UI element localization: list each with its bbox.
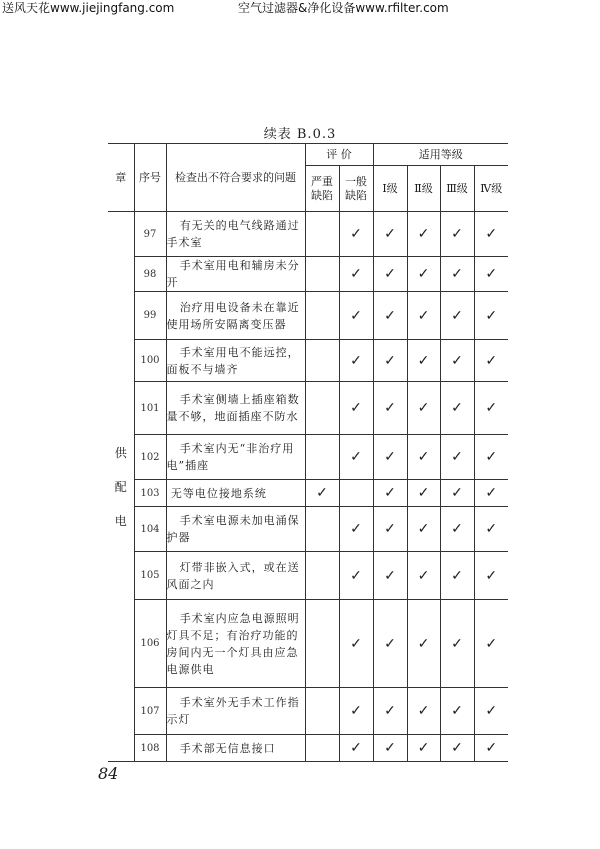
table-row <box>108 688 508 735</box>
col-grades-header: 适用等级 <box>373 144 508 166</box>
row-grade4-mark: ✓ <box>474 507 508 552</box>
row-issue: 手术室用电和辅房未分开 <box>166 257 305 292</box>
row-grade4-mark: ✓ <box>474 212 508 257</box>
inspection-table <box>108 143 508 762</box>
row-grade3-mark: ✓ <box>440 480 474 507</box>
row-general-mark: ✓ <box>339 435 373 480</box>
col-evaluation-header: 评 价 <box>305 144 373 166</box>
row-grade3-mark: ✓ <box>440 735 474 762</box>
row-grade4-mark: ✓ <box>474 382 508 435</box>
table-row <box>108 480 508 507</box>
row-severe-mark <box>305 257 339 292</box>
row-number: 103 <box>134 480 166 507</box>
row-severe-mark <box>305 212 339 257</box>
row-issue: 手术部无信息接口 <box>166 735 305 762</box>
row-grade2-mark: ✓ <box>407 340 440 382</box>
row-grade2-mark: ✓ <box>407 257 440 292</box>
row-severe-mark <box>305 382 339 435</box>
row-severe-mark <box>305 735 339 762</box>
row-issue: 手术室外无手术工作指示灯 <box>166 688 305 735</box>
row-severe-mark <box>305 292 339 340</box>
row-number: 97 <box>134 212 166 257</box>
row-grade2-mark: ✓ <box>407 735 440 762</box>
col-grade2-header: Ⅱ级 <box>407 166 440 212</box>
chapter-cell: 供 配 电 <box>108 212 134 762</box>
row-grade1-mark: ✓ <box>373 212 407 257</box>
row-number: 101 <box>134 382 166 435</box>
row-grade1-mark: ✓ <box>373 340 407 382</box>
row-grade3-mark: ✓ <box>440 212 474 257</box>
row-issue: 手术室侧墙上插座箱数量不够，地面插座不防水 <box>166 382 305 435</box>
row-grade1-mark: ✓ <box>373 735 407 762</box>
row-grade2-mark: ✓ <box>407 435 440 480</box>
col-grade3-header: Ⅲ级 <box>440 166 474 212</box>
row-issue: 灯带非嵌入式，或在送风面之内 <box>166 552 305 600</box>
row-grade1-mark: ✓ <box>373 382 407 435</box>
row-number: 104 <box>134 507 166 552</box>
row-grade2-mark: ✓ <box>407 507 440 552</box>
table-row <box>108 212 508 257</box>
header-left-text: 送风天花www.jiejingfang.com <box>2 1 175 15</box>
row-grade3-mark: ✓ <box>440 552 474 600</box>
row-number: 108 <box>134 735 166 762</box>
row-general-mark: ✓ <box>339 735 373 762</box>
col-seq-header: 序号 <box>134 144 166 212</box>
row-grade4-mark: ✓ <box>474 552 508 600</box>
row-general-mark: ✓ <box>339 340 373 382</box>
row-grade1-mark: ✓ <box>373 600 407 688</box>
col-issue-header: 检查出不符合要求的问题 <box>166 144 305 212</box>
row-number: 107 <box>134 688 166 735</box>
row-general-mark: ✓ <box>339 507 373 552</box>
row-general-mark: ✓ <box>339 552 373 600</box>
row-grade3-mark: ✓ <box>440 507 474 552</box>
row-severe-mark <box>305 688 339 735</box>
row-general-mark: ✓ <box>339 257 373 292</box>
row-grade3-mark: ✓ <box>440 688 474 735</box>
row-severe-mark <box>305 340 339 382</box>
row-grade2-mark: ✓ <box>407 292 440 340</box>
row-grade1-mark: ✓ <box>373 257 407 292</box>
row-issue: 手术室内应急电源照明灯具不足；有治疗功能的房间内无一个灯具由应急电源供电 <box>166 600 305 688</box>
table-row <box>108 435 508 480</box>
row-grade4-mark: ✓ <box>474 735 508 762</box>
row-grade2-mark: ✓ <box>407 600 440 688</box>
col-chapter-header: 章 <box>108 144 134 212</box>
table-row <box>108 507 508 552</box>
row-severe-mark <box>305 507 339 552</box>
row-grade3-mark: ✓ <box>440 340 474 382</box>
row-grade1-mark: ✓ <box>373 507 407 552</box>
row-severe-mark <box>305 600 339 688</box>
table-row <box>108 600 508 688</box>
row-grade2-mark: ✓ <box>407 480 440 507</box>
table-row <box>108 340 508 382</box>
row-grade2-mark: ✓ <box>407 382 440 435</box>
row-grade3-mark: ✓ <box>440 600 474 688</box>
table-row <box>108 735 508 762</box>
page-number: 84 <box>98 764 119 783</box>
col-severe-header: 严重缺陷 <box>305 166 339 212</box>
row-issue: 治疗用电设备未在靠近使用场所安隔离变压器 <box>166 292 305 340</box>
row-severe-mark <box>305 552 339 600</box>
row-general-mark: ✓ <box>339 600 373 688</box>
header-right-text: 空气过滤器&净化设备www.rfilter.com <box>238 1 449 15</box>
row-grade2-mark: ✓ <box>407 688 440 735</box>
table-row <box>108 552 508 600</box>
col-grade1-header: Ⅰ级 <box>373 166 407 212</box>
row-general-mark <box>339 480 373 507</box>
row-general-mark: ✓ <box>339 382 373 435</box>
row-general-mark: ✓ <box>339 292 373 340</box>
table-row <box>108 292 508 340</box>
row-grade2-mark: ✓ <box>407 552 440 600</box>
col-grade4-header: Ⅳ级 <box>474 166 508 212</box>
row-grade1-mark: ✓ <box>373 688 407 735</box>
row-grade1-mark: ✓ <box>373 480 407 507</box>
page-header <box>0 0 600 18</box>
row-grade3-mark: ✓ <box>440 382 474 435</box>
row-general-mark: ✓ <box>339 212 373 257</box>
row-grade4-mark: ✓ <box>474 600 508 688</box>
row-grade4-mark: ✓ <box>474 292 508 340</box>
row-issue: 有无关的电气线路通过手术室 <box>166 212 305 257</box>
row-grade1-mark: ✓ <box>373 292 407 340</box>
col-general-header: 一般缺陷 <box>339 166 373 212</box>
table-caption: 续表 B.0.3 <box>263 127 337 142</box>
table-row <box>108 382 508 435</box>
row-number: 106 <box>134 600 166 688</box>
row-number: 98 <box>134 257 166 292</box>
row-grade4-mark: ✓ <box>474 340 508 382</box>
row-issue: 手术室内无“非治疗用电”插座 <box>166 435 305 480</box>
row-number: 105 <box>134 552 166 600</box>
row-grade4-mark: ✓ <box>474 688 508 735</box>
row-number: 99 <box>134 292 166 340</box>
row-grade3-mark: ✓ <box>440 257 474 292</box>
row-issue: 无等电位接地系统 <box>166 480 305 507</box>
row-number: 102 <box>134 435 166 480</box>
row-grade2-mark: ✓ <box>407 212 440 257</box>
row-general-mark: ✓ <box>339 688 373 735</box>
row-grade3-mark: ✓ <box>440 435 474 480</box>
row-grade1-mark: ✓ <box>373 552 407 600</box>
row-grade4-mark: ✓ <box>474 435 508 480</box>
row-grade3-mark: ✓ <box>440 292 474 340</box>
row-issue: 手术室用电不能远控，面板不与墙齐 <box>166 340 305 382</box>
row-grade4-mark: ✓ <box>474 480 508 507</box>
row-severe-mark: ✓ <box>305 480 339 507</box>
row-grade1-mark: ✓ <box>373 435 407 480</box>
row-grade4-mark: ✓ <box>474 257 508 292</box>
row-issue: 手术室电源未加电涌保护器 <box>166 507 305 552</box>
row-severe-mark <box>305 435 339 480</box>
row-number: 100 <box>134 340 166 382</box>
table-row <box>108 257 508 292</box>
